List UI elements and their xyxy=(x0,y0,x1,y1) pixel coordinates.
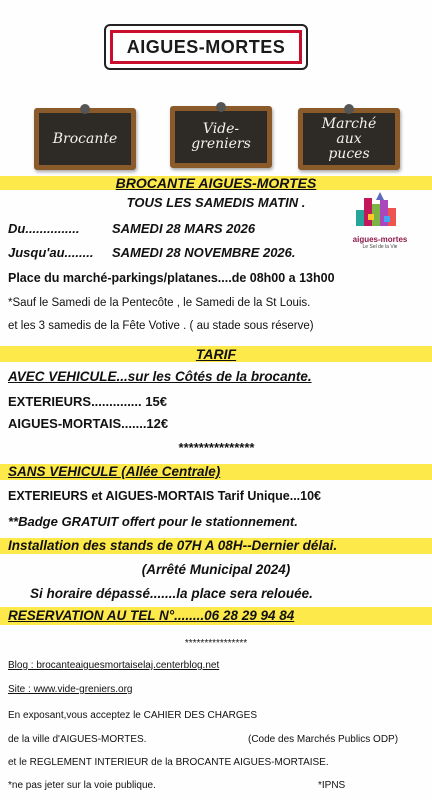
arrete-line: (Arrêté Municipal 2024) xyxy=(141,562,291,577)
reservation-line: RESERVATION AU TEL N°........06 28 29 94 84 xyxy=(8,608,295,623)
exception-line-2: et les 3 samedis de la Fête Votive . ( au stade sous réserve) xyxy=(8,320,314,332)
tarif-heading: TARIF xyxy=(195,346,237,362)
place-line: Place du marché-parkings/platanes....de 08h00 a 13h00 xyxy=(8,271,335,285)
badge-line: **Badge GRATUIT offert pour le stationnement. xyxy=(8,514,298,529)
tarif-stars: *************** xyxy=(178,440,254,455)
without-vehicle-line: SANS VEHICULE (Allée Centrale) xyxy=(8,464,221,479)
town-sign xyxy=(104,24,308,70)
price-aigues-mortais: AIGUES-MORTAIS.......12€ xyxy=(8,416,169,431)
logo-name: aigues-mortes xyxy=(352,235,408,244)
price-unique: EXTERIEURS et AIGUES-MORTAIS Tarif Unique...10€ xyxy=(8,489,322,503)
date-to-value: SAMEDI 28 NOVEMBRE 2026. xyxy=(112,245,296,260)
site-link[interactable]: Site : www.vide-greniers.org xyxy=(8,684,133,695)
board-brocante xyxy=(34,108,136,170)
header-subtitle: TOUS LES SAMEDIS MATIN . xyxy=(126,195,306,210)
price-exterieurs: EXTERIEURS.............. 15€ xyxy=(8,394,167,409)
horaire-line: Si horaire dépassé.......la place sera relouée. xyxy=(30,586,313,601)
footer-line-4b: *IPNS xyxy=(318,780,346,791)
date-from-label: Du............... xyxy=(8,221,80,236)
footer-stars: **************** xyxy=(184,638,248,649)
blog-link[interactable]: Blog : brocanteaiguesmortaiselaj.centerblog.net xyxy=(8,660,220,671)
town-sign-text: AIGUES-MORTES xyxy=(126,36,286,57)
footer-line-2a: de la ville d'AIGUES-MORTES. xyxy=(8,734,147,745)
aigues-mortes-logo xyxy=(350,190,410,250)
header-title: BROCANTE AIGUES-MORTES xyxy=(115,175,317,191)
board-marche-aux-puces xyxy=(298,108,400,170)
date-from-value: SAMEDI 28 MARS 2026 xyxy=(112,221,256,236)
install-line: Installation des stands de 07H A 08H--Dernier délai. xyxy=(8,538,338,553)
footer-line-4a: *ne pas jeter sur la voie publique. xyxy=(8,780,156,791)
board-label: Marché aux puces xyxy=(321,115,377,162)
with-vehicle-line: AVEC VEHICULE...sur les Côtés de la brocante. xyxy=(8,369,312,384)
board-label: Brocante xyxy=(52,130,118,147)
footer-line-2b: (Code des Marchés Publics ODP) xyxy=(248,734,399,745)
date-to-label: Jusqu'au........ xyxy=(8,245,94,260)
footer-line-3: et le REGLEMENT INTERIEUR de la BROCANTE AIGUES-MORTAISE. xyxy=(8,757,329,768)
board-vide-greniers xyxy=(170,106,272,168)
logo-tagline: Le Sel de la Vie xyxy=(362,244,398,250)
footer-line-1: En exposant,vous acceptez le CAHIER DES CHARGES xyxy=(8,710,257,721)
castle-icon xyxy=(350,190,410,230)
exception-line-1: *Sauf le Samedi de la Pentecôte , le Samedi de la St Louis. xyxy=(8,297,311,309)
board-label: Vide-greniers xyxy=(191,121,251,152)
